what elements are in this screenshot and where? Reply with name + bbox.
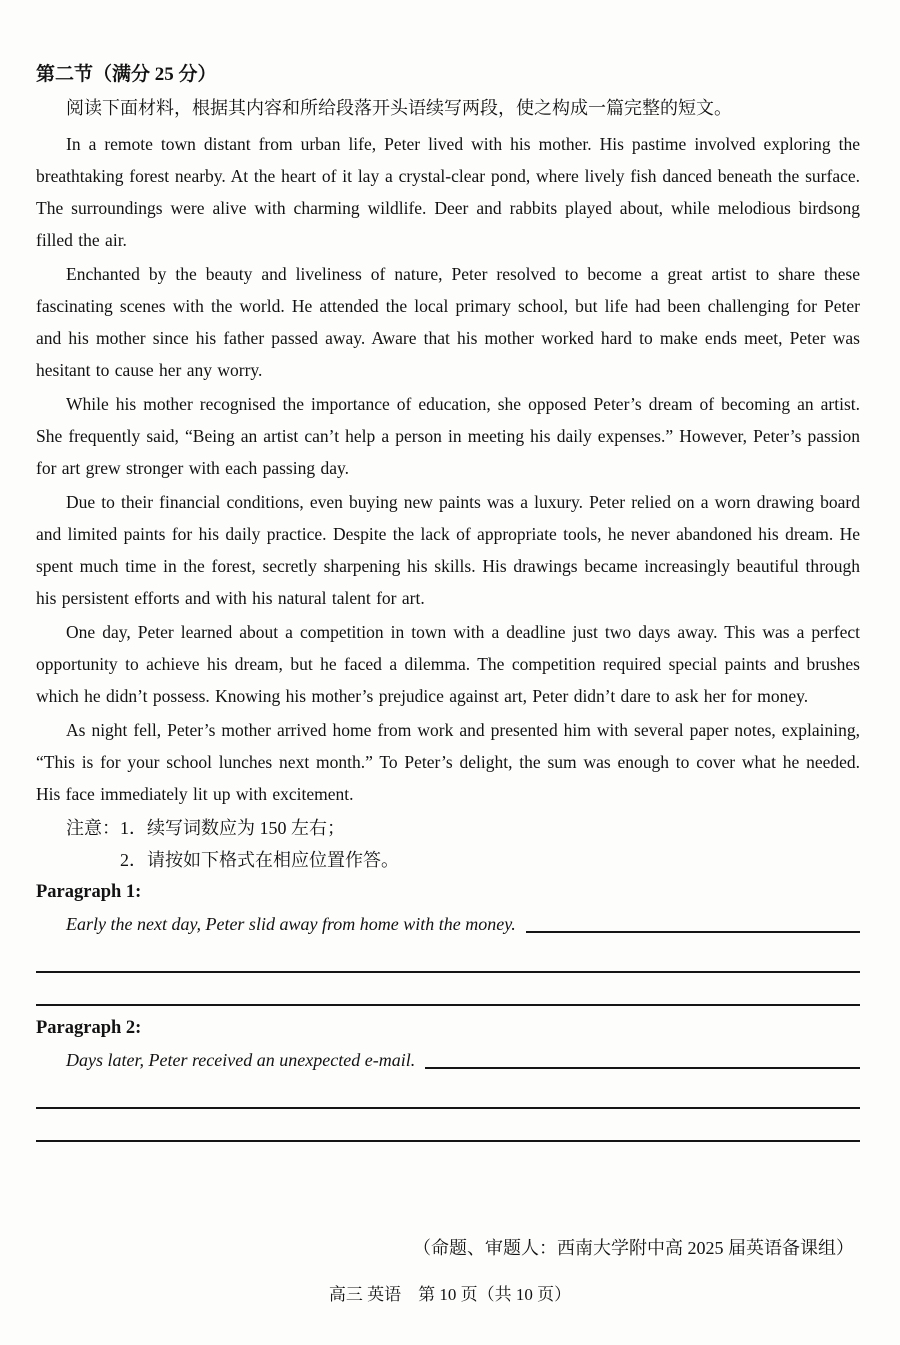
note-item-2: 2．请按如下格式在相应位置作答。 [120,850,399,870]
paragraph1-heading: Paragraph 1: [36,882,142,902]
note-item-1: 注意：1．续写词数应为 150 左右； [66,818,345,838]
exam-page [36,0,860,1142]
paragraph2-starter-sentence: Days later, Peter received an unexpected e-mail. [66,1050,416,1070]
page-number-footer: 高三 英语 第 10 页（共 10 页） [328,1285,572,1304]
task-instruction: 阅读下面材料，根据其内容和所给段落开头语续写两段，使之构成一篇完整的短文。 [66,98,732,118]
passage-paragraph-1: In a remote town distant from urban life, Peter lived with his mother. His pastime involved exploring the breathtaking forest nearby. At the heart of it lay a crystal-clear pond, where lively fish danced beneath the surface. The surroundings were alive with charming wildlife. Deer and rabbits played about, while melodious birdsong filled the air. [36,134,860,250]
paragraph1-writing-line-2 [36,973,860,1006]
passage-paragraph-6: As night fell, Peter’s mother arrived home from work and presented him with several paper notes, explaining, “This is for your school lunches next month.” To Peter’s delight, the sum was enough to cover what he needed. His face immediately lit up with excitement. [36,720,860,804]
passage-paragraph-4: Due to their financial conditions, even buying new paints was a luxury. Peter relied on a worn drawing board and limited paints for his daily practice. Despite the lack of appropriate tools, he never abandoned his dream. He spent much time in the forest, secretly sharpening his skills. His drawings became increasingly beautiful through his persistent efforts and with his natural talent for art. [36,492,860,608]
paragraph2-starter-row [36,1044,860,1076]
paragraph2-writing-line-2 [36,1109,860,1142]
passage-paragraph-3: While his mother recognised the importance of education, she opposed Peter’s dream of becoming an artist. She frequently said, “Being an artist can’t help a person in meeting his daily expenses.” However, Peter’s passion for art grew stronger with each passing day. [36,394,860,478]
paragraph2-writing-line-0 [425,1044,860,1069]
notes-section [36,812,860,876]
passage-paragraph-2: Enchanted by the beauty and liveliness of nature, Peter resolved to become a great artist to share these fascinating scenes with the world. He attended the local primary school, but life had been challenging for Peter and his mother since his father passed away. Aware that his mother worked hard to make ends meet, Peter was hesitant to cause her any worry. [36,264,860,380]
source-attribution: （命题、审题人：西南大学附中高 2025 届英语备课组） [413,1238,854,1258]
paragraph1-starter-row [36,908,860,940]
paragraph1-starter-sentence: Early the next day, Peter slid away from home with the money. [66,914,516,934]
section-heading: 第二节（满分 25 分） [36,64,217,85]
paragraph1-writing-line-1 [36,940,860,973]
paragraph1-writing-line-0 [526,908,860,933]
passage-paragraph-5: One day, Peter learned about a competition in town with a deadline just two days away. This was a perfect opportunity to achieve his dream, but he faced a dilemma. The competition required special paints and brushes which he didn’t possess. Knowing his mother’s prejudice against art, Peter didn’t dare to ask her for money. [36,622,860,706]
reading-passage [36,128,860,810]
paragraph2-heading: Paragraph 2: [36,1018,142,1038]
paragraph2-writing-line-1 [36,1076,860,1109]
